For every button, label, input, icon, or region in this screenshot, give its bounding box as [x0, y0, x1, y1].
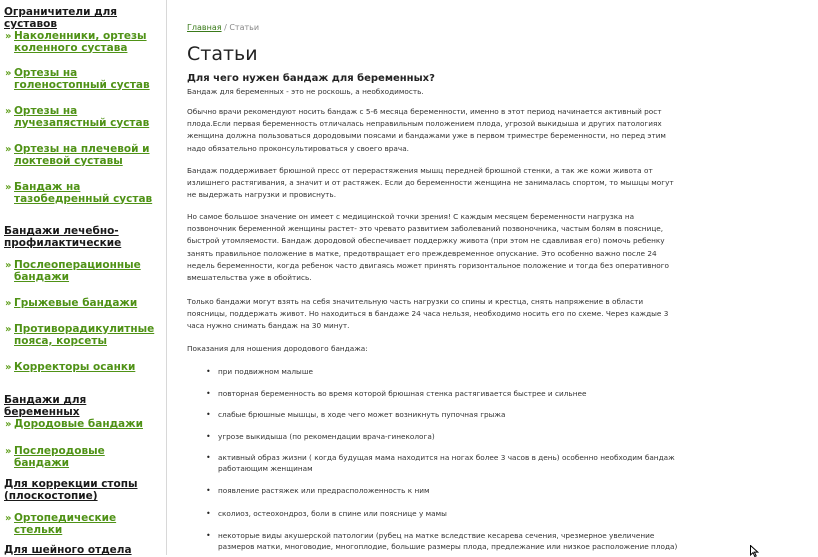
sidebar-item[interactable]: [0, 31, 166, 54]
bullet-icon: •: [206, 531, 211, 540]
sidebar-heading[interactable]: Ограничители для суставов: [4, 6, 118, 30]
sidebar-link[interactable]: Дородовые бандажи: [14, 418, 143, 430]
sidebar-link[interactable]: Ортезы на плечевой и локтевой суставы: [14, 143, 150, 167]
sidebar-item[interactable]: [0, 446, 166, 469]
bullet-icon: »: [5, 260, 12, 271]
sidebar-link[interactable]: Противорадикулитные пояса, корсеты: [14, 323, 155, 347]
sidebar-item[interactable]: [0, 106, 166, 129]
list-item-text: угрозе выкидыша (по рекомендации врача-гинеколога): [218, 432, 435, 441]
article-paragraph: Бандаж поддерживает брюшной пресс от перерастяжения мышц передней брюшной стенки, а так же кожи живота от излишнего растягивания, а значит и от растяжек. Если до беременности женщина не занималась спортом, то мышцы могут не выдержать нагрузки и провиснуть.: [187, 166, 674, 200]
list-item-text: активный образ жизни ( когда будущая мама находится на ногах более 3 часов в день) особенно необходим бандаж работающим женщинам: [218, 453, 675, 473]
list-item-text: некоторые виды акушерской патологии (рубец на матке вследствие кесарева сечения, чрезмерное увеличение размеров матки, многоводие, многоплодие, большие размеры плода, предлежание или низкое расположение плода): [218, 531, 678, 551]
sidebar-group-pregnancy: [0, 394, 160, 418]
sidebar-link[interactable]: Послеродовые бандажи: [14, 445, 105, 469]
bullet-icon: »: [5, 298, 12, 309]
breadcrumb-home-link[interactable]: Главная: [187, 23, 222, 32]
list-item-text: повторная беременность во время которой брюшная стенка растягивается быстрее и сильнее: [218, 389, 587, 398]
sidebar-group-neck: [0, 544, 160, 555]
list-item: [187, 431, 681, 442]
sidebar-heading[interactable]: Бандажи для беременных: [4, 394, 87, 418]
sidebar-link[interactable]: Наколенники, ортезы коленного сустава: [14, 30, 147, 54]
main-content: [187, 0, 687, 555]
sidebar-heading[interactable]: Бандажи лечебно-профилактические: [4, 225, 122, 249]
list-item-text: появление растяжек или предрасположенность к ним: [218, 486, 430, 495]
article-paragraph: Обычно врачи рекомендуют носить бандаж с 5-6 месяца беременности, именно в этот период начинается активный рост плода.Если первая беременность отличалась неправильным положением плода, угрозой выкидыша и других патологиях женщина должна пользоваться дородовыми поясами и бандажами уже в первом триместре беременности, но перед этим надо обязательно проконсультироваться у своего врача.: [187, 107, 666, 153]
sidebar-group-joint-limiters: [0, 6, 166, 30]
breadcrumb-current: Статьи: [229, 23, 260, 32]
list-item: [187, 388, 681, 399]
sidebar-item[interactable]: [0, 362, 166, 374]
list-item: [187, 452, 681, 474]
bullet-icon: »: [5, 31, 12, 42]
indications-heading: Показания для ношения дородового бандажа:: [187, 344, 368, 353]
list-item-text: сколиоз, остеохондроз, боли в спине или пояснице у мамы: [218, 509, 447, 518]
list-item-text: при подвижном малыше: [218, 367, 313, 376]
bullet-icon: »: [5, 324, 12, 335]
sidebar-item[interactable]: [0, 144, 166, 167]
bullet-icon: »: [5, 144, 12, 155]
sidebar-item[interactable]: [0, 513, 167, 536]
sidebar-item[interactable]: [0, 324, 166, 347]
bullet-icon: •: [206, 367, 211, 376]
sidebar-item[interactable]: [0, 419, 166, 431]
sidebar-link[interactable]: Ортопедические стельки: [14, 512, 117, 536]
bullet-icon: •: [206, 389, 211, 398]
list-item: [187, 530, 681, 552]
breadcrumb: [187, 23, 259, 32]
sidebar-item[interactable]: [0, 298, 166, 310]
sidebar-group-therapeutic: [0, 225, 140, 249]
bullet-icon: »: [5, 419, 12, 430]
sidebar-link[interactable]: Корректоры осанки: [14, 361, 136, 373]
bullet-icon: •: [206, 486, 211, 495]
sidebar-item[interactable]: [0, 68, 166, 91]
breadcrumb-separator: /: [221, 23, 230, 32]
sidebar-link[interactable]: Послеоперационные бандажи: [14, 259, 141, 283]
bullet-icon: •: [206, 432, 211, 441]
list-item: [187, 485, 681, 496]
bullet-icon: •: [206, 509, 211, 518]
list-item: [187, 366, 681, 377]
article-paragraph: Только бандажи могут взять на себя значительную часть нагрузки со спины и крестца, снять напряжение в области поясницы, поддержать живот. Но находиться в бандаже 24 часа нельзя, необходимо носить его по схеме. Через каждые 3 часа нужно снимать бандаж на 30 минут.: [187, 297, 669, 331]
page-title: Статьи: [187, 43, 258, 65]
bullet-icon: »: [5, 362, 12, 373]
list-item: [187, 409, 681, 420]
bullet-icon: •: [206, 453, 211, 462]
sidebar-link[interactable]: Бандаж на тазобедренный сустав: [14, 181, 153, 205]
list-item: [187, 508, 681, 519]
sidebar-heading[interactable]: Для коррекции стопы (плоскостопие): [4, 478, 138, 502]
sidebar-link[interactable]: Грыжевые бандажи: [14, 297, 138, 309]
mouse-cursor-icon: [750, 545, 759, 557]
article-paragraph: Но самое большое значение он имеет с медицинской точки зрения! С каждым месяцем беременности нагрузка на позвоночник беременной женщины растет- это чревато развитием заболеваний позвоночника, частым болям в пояснице, быстрой утомляемости. Бандаж дородовой обеспечивает поддержку живота (при этом не сдавливая его) помочь ребенку занять правильное положение в матке, предотвращает его преждевременное опускание. Это особенно важно после 24 недель беременности, когда ребенок часто двигаясь может принять горизонтальное положение и тогда без оперативного вмешательства уже в обойтись.: [187, 212, 670, 283]
sidebar-item[interactable]: [0, 182, 166, 205]
sidebar-heading[interactable]: Для шейного отдела: [4, 544, 132, 555]
article-title: Для чего нужен бандаж для беременных?: [187, 73, 435, 84]
bullet-icon: »: [5, 106, 12, 117]
bullet-icon: »: [5, 446, 12, 457]
bullet-icon: »: [5, 182, 12, 193]
sidebar-link[interactable]: Ортезы на лучезапястный сустав: [14, 105, 150, 129]
sidebar-group-foot: [0, 478, 145, 502]
bullet-icon: »: [5, 513, 12, 524]
list-item-text: слабые брюшные мышцы, в ходе чего может возникнуть пупочная грыжа: [218, 410, 506, 419]
sidebar: [0, 0, 167, 555]
bullet-icon: »: [5, 68, 12, 79]
sidebar-item[interactable]: [0, 260, 166, 283]
bullet-icon: •: [206, 410, 211, 419]
article-lead: Бандаж для беременных - это не роскошь, а необходимость.: [187, 87, 424, 96]
sidebar-link[interactable]: Ортезы на голеностопный сустав: [14, 67, 150, 91]
